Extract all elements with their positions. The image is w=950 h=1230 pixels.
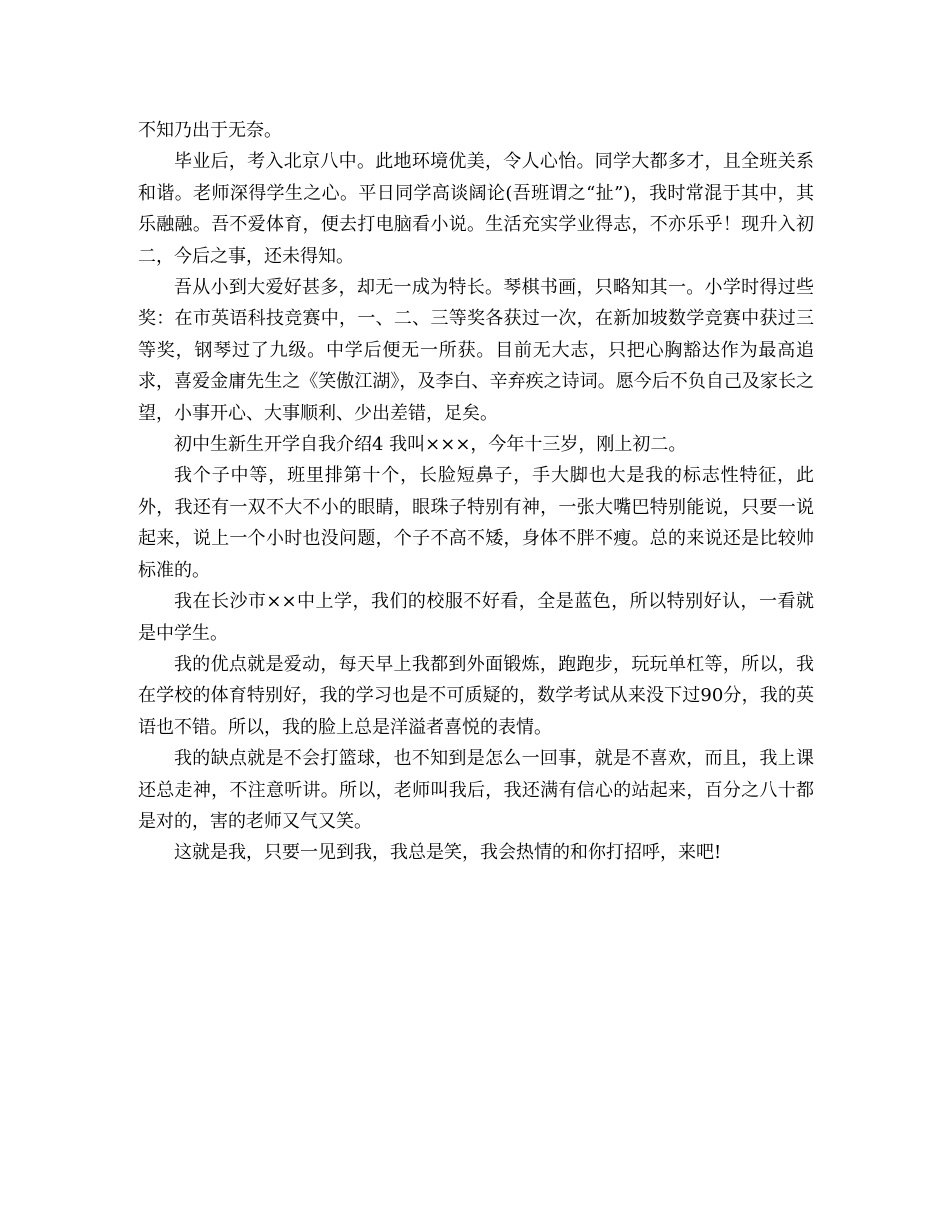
paragraph-weaknesses: 我的缺点就是不会打篮球，也不知到是怎么一回事，就是不喜欢，而且，我上课还总走神，不注意听讲。所以，老师叫我后，我还满有信心的站起来，百分之八十都是对的，害的老师又气又笑。 [138, 748, 814, 832]
paragraph-intro-heading: 初中生新生开学自我介绍4 我叫×××，今年十三岁，刚上初二。 [174, 434, 687, 456]
paragraph-school-life: 毕业后，考入北京八中。此地环境优美，令人心怡。同学大都多才，且全班关系和谐。老师深得学生之心。平日同学高谈阔论(吾班谓之“扯”)，我时常混于其中，其乐融融。吾不爱体育，便去打电脑看小说。生活充实学业得志，不亦乐乎！现升入初二，今后之事，还未得知。 [138, 151, 814, 267]
document-page [138, 115, 814, 869]
paragraph-continuation: 不知乃出于无奈。 [138, 120, 282, 141]
paragraph-closing: 这就是我，只要一见到我，我总是笑，我会热情的和你打招呼，来吧! [174, 842, 722, 864]
paragraph-school: 我在长沙市××中上学，我们的校服不好看，全是蓝色，所以特别好认，一看就是中学生。 [138, 591, 814, 644]
paragraph-hobbies: 吾从小到大爱好甚多，却无一成为特长。琴棋书画，只略知其一。小学时得过些奖：在市英语科技竞赛中，一、二、三等奖各获过一次，在新加坡数学竞赛中获过三等奖，钢琴过了九级。中学后便无一所获。目前无大志，只把心胸豁达作为最高追求，喜爱金庸先生之《笑傲江湖》，及李白、辛弃疾之诗词。愿今后不负自己及家长之望，小事开心、大事顺利、少出差错，足矣。 [138, 277, 814, 424]
paragraph-appearance: 我个子中等，班里排第十个，长脸短鼻子，手大脚也大是我的标志性特征，此外，我还有一双不大不小的眼睛，眼珠子特别有神，一张大嘴巴特别能说，只要一说起来，说上一个小时也没问题，个子不高不矮，身体不胖不瘦。总的来说还是比较帅标准的。 [138, 465, 814, 581]
paragraph-strengths: 我的优点就是爱动，每天早上我都到外面锻炼，跑跑步，玩玩单杠等，所以，我在学校的体育特别好，我的学习也是不可质疑的，数学考试从来没下过90分，我的英语也不错。所以，我的脸上总是洋溢者喜悦的表情。 [138, 653, 814, 738]
